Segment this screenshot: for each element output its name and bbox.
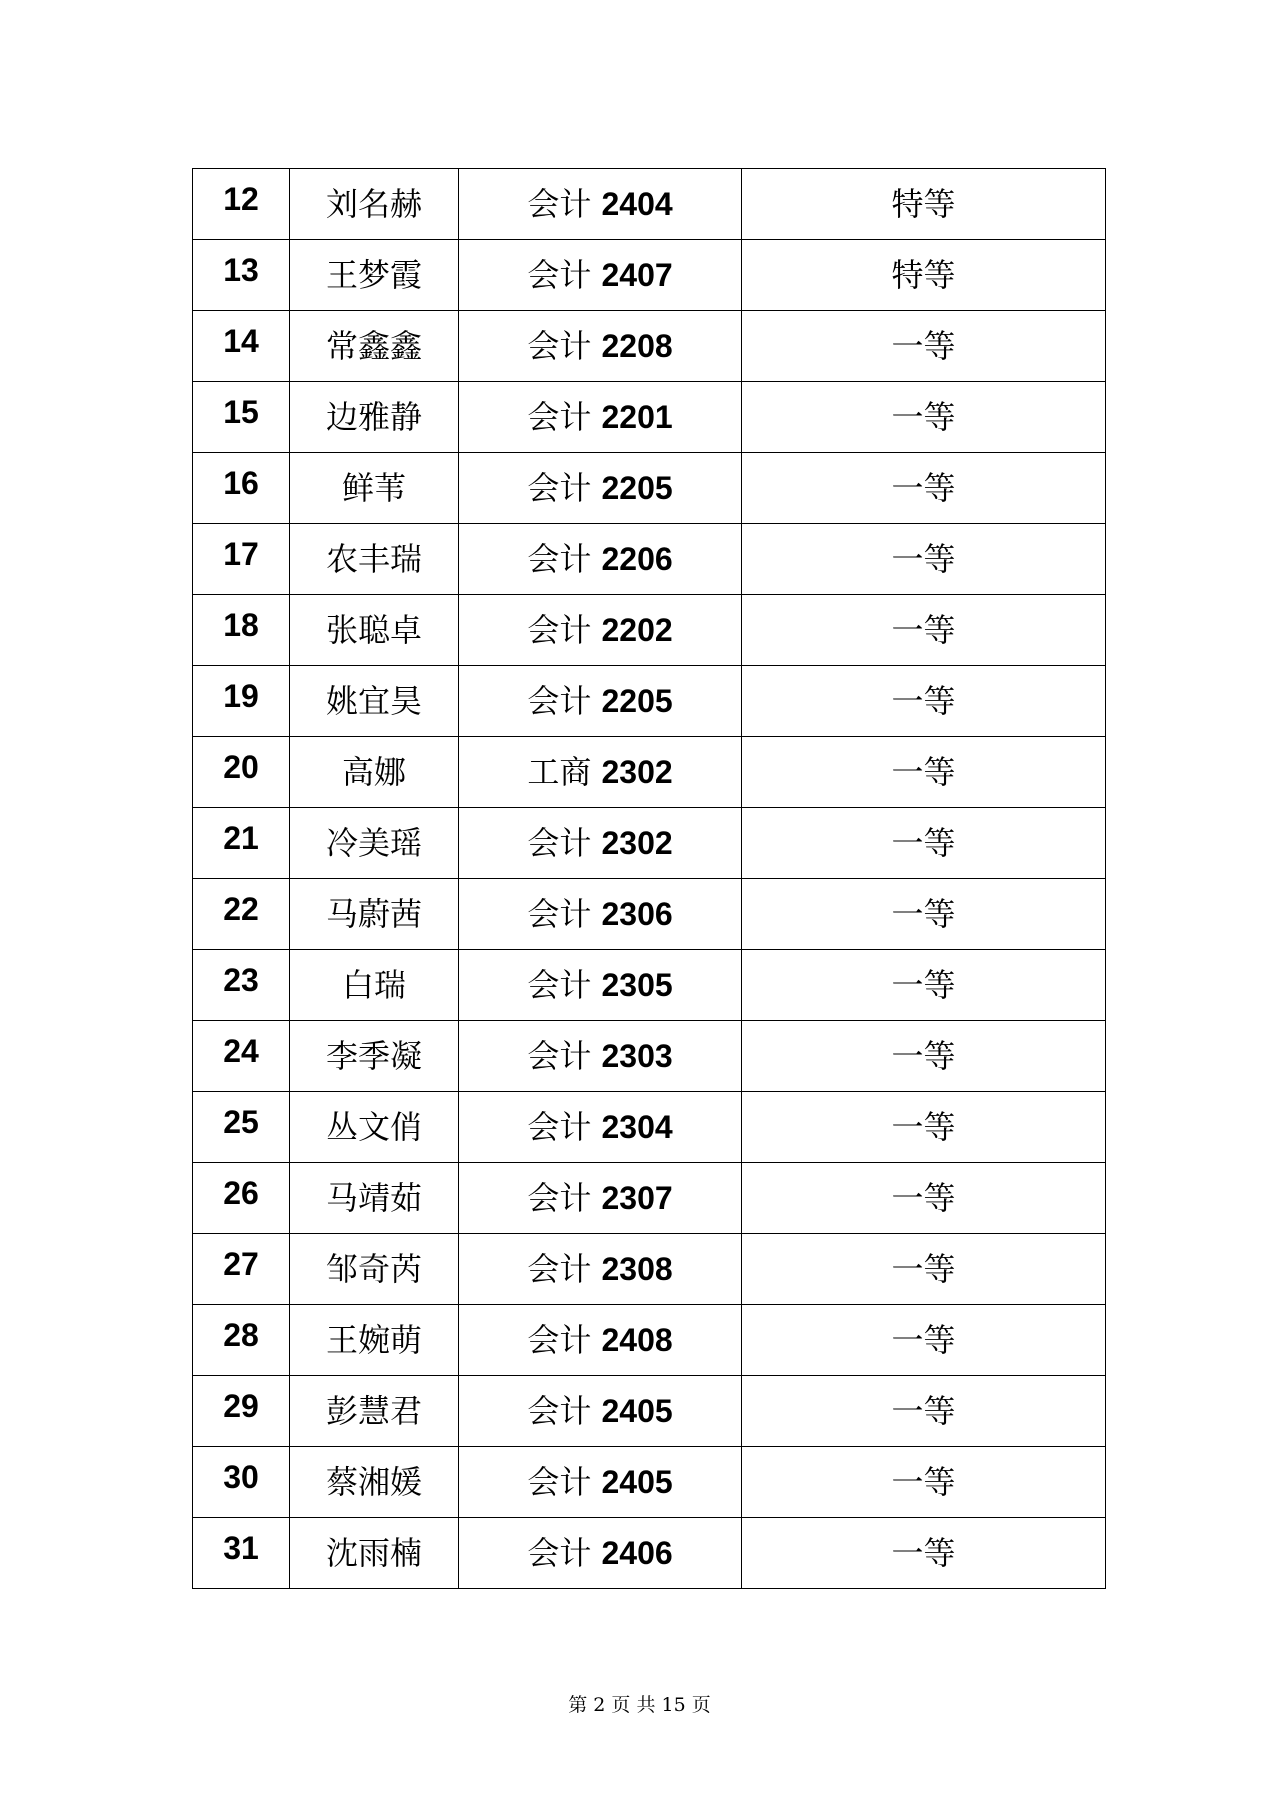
row-number-cell: 18 [193, 595, 290, 666]
award-grade-cell: 一等 [742, 1376, 1106, 1447]
award-grade-cell: 一等 [742, 879, 1106, 950]
student-name-cell: 张聪卓 [290, 595, 459, 666]
award-table [192, 168, 1106, 1589]
award-grade-cell: 特等 [742, 169, 1106, 240]
award-grade-cell: 一等 [742, 1021, 1106, 1092]
row-number-cell: 30 [193, 1447, 290, 1518]
class-cell [459, 1163, 742, 1234]
table-row [193, 1518, 1106, 1589]
class-cell [459, 1447, 742, 1518]
student-name-cell: 丛文俏 [290, 1092, 459, 1163]
award-grade-cell: 一等 [742, 1447, 1106, 1518]
student-name-cell: 边雅静 [290, 382, 459, 453]
class-cell [459, 595, 742, 666]
table-row [193, 382, 1106, 453]
class-number: 2407 [601, 257, 673, 293]
table-row [193, 1376, 1106, 1447]
class-cell [459, 1376, 742, 1447]
table-row [193, 453, 1106, 524]
class-number: 2205 [601, 683, 673, 719]
award-grade-cell: 一等 [742, 1234, 1106, 1305]
award-grade-cell: 一等 [742, 737, 1106, 808]
class-cell [459, 169, 742, 240]
table-row [193, 1447, 1106, 1518]
row-number-cell: 15 [193, 382, 290, 453]
student-name-cell: 姚宜昊 [290, 666, 459, 737]
table-row [193, 1234, 1106, 1305]
class-cell [459, 524, 742, 595]
row-number-cell: 29 [193, 1376, 290, 1447]
award-grade-cell: 一等 [742, 382, 1106, 453]
award-grade-cell: 一等 [742, 1518, 1106, 1589]
row-number-cell: 27 [193, 1234, 290, 1305]
class-prefix: 会计 [527, 398, 592, 436]
row-number-cell: 22 [193, 879, 290, 950]
student-name-cell: 王梦霞 [290, 240, 459, 311]
table-row [193, 737, 1106, 808]
class-prefix: 会计 [527, 611, 592, 649]
student-name-cell: 鲜苇 [290, 453, 459, 524]
class-number: 2202 [601, 612, 673, 648]
page-footer: 第 2 页 共 15 页 [568, 1694, 711, 1716]
student-name-cell: 沈雨楠 [290, 1518, 459, 1589]
class-prefix: 会计 [527, 1250, 592, 1288]
student-name-cell: 马靖茹 [290, 1163, 459, 1234]
table-row [193, 1305, 1106, 1376]
class-prefix: 会计 [527, 1392, 592, 1430]
class-prefix: 会计 [527, 1108, 592, 1146]
table-row [193, 808, 1106, 879]
class-prefix: 会计 [527, 895, 592, 933]
row-number-cell: 28 [193, 1305, 290, 1376]
student-name-cell: 高娜 [290, 737, 459, 808]
student-name-cell: 白瑞 [290, 950, 459, 1021]
table-row [193, 311, 1106, 382]
class-prefix: 会计 [527, 1534, 592, 1572]
student-name-cell: 彭慧君 [290, 1376, 459, 1447]
award-grade-cell: 一等 [742, 1092, 1106, 1163]
class-cell [459, 737, 742, 808]
class-prefix: 会计 [527, 469, 592, 507]
row-number-cell: 14 [193, 311, 290, 382]
class-number: 2205 [601, 470, 673, 506]
award-grade-cell: 一等 [742, 808, 1106, 879]
award-grade-cell: 一等 [742, 595, 1106, 666]
student-name-cell: 冷美瑶 [290, 808, 459, 879]
class-cell [459, 382, 742, 453]
class-number: 2208 [601, 328, 673, 364]
class-prefix: 会计 [527, 824, 592, 862]
class-number: 2302 [601, 825, 673, 861]
row-number-cell: 25 [193, 1092, 290, 1163]
class-prefix: 会计 [527, 540, 592, 578]
class-number: 2304 [601, 1109, 673, 1145]
class-prefix: 会计 [527, 1179, 592, 1217]
row-number-cell: 24 [193, 1021, 290, 1092]
row-number-cell: 19 [193, 666, 290, 737]
student-name-cell: 邹奇芮 [290, 1234, 459, 1305]
class-number: 2405 [601, 1393, 673, 1429]
class-cell [459, 808, 742, 879]
class-prefix: 会计 [527, 682, 592, 720]
row-number-cell: 23 [193, 950, 290, 1021]
class-prefix: 会计 [527, 966, 592, 1004]
class-number: 2404 [601, 186, 673, 222]
class-cell [459, 1234, 742, 1305]
row-number-cell: 26 [193, 1163, 290, 1234]
class-prefix: 会计 [527, 256, 592, 294]
class-cell [459, 1305, 742, 1376]
class-cell [459, 666, 742, 737]
student-name-cell: 王婉萌 [290, 1305, 459, 1376]
award-grade-cell: 一等 [742, 453, 1106, 524]
class-prefix: 会计 [527, 185, 592, 223]
class-prefix: 工商 [527, 753, 592, 791]
row-number-cell: 16 [193, 453, 290, 524]
class-cell [459, 240, 742, 311]
class-cell [459, 453, 742, 524]
award-grade-cell: 一等 [742, 666, 1106, 737]
class-number: 2206 [601, 541, 673, 577]
class-cell [459, 879, 742, 950]
award-grade-cell: 一等 [742, 311, 1106, 382]
table-row [193, 666, 1106, 737]
table-row [193, 524, 1106, 595]
student-name-cell: 常鑫鑫 [290, 311, 459, 382]
table-row [193, 169, 1106, 240]
class-cell [459, 1092, 742, 1163]
row-number-cell: 12 [193, 169, 290, 240]
award-grade-cell: 一等 [742, 1163, 1106, 1234]
table-row [193, 595, 1106, 666]
table-row [193, 1163, 1106, 1234]
class-cell [459, 1021, 742, 1092]
award-grade-cell: 一等 [742, 1305, 1106, 1376]
class-number: 2306 [601, 896, 673, 932]
class-number: 2305 [601, 967, 673, 1003]
award-grade-cell: 一等 [742, 950, 1106, 1021]
row-number-cell: 31 [193, 1518, 290, 1589]
class-number: 2303 [601, 1038, 673, 1074]
class-cell [459, 1518, 742, 1589]
award-table-body [193, 169, 1106, 1589]
row-number-cell: 17 [193, 524, 290, 595]
class-cell [459, 311, 742, 382]
row-number-cell: 20 [193, 737, 290, 808]
table-row [193, 950, 1106, 1021]
class-number: 2405 [601, 1464, 673, 1500]
student-name-cell: 刘名赫 [290, 169, 459, 240]
class-cell [459, 950, 742, 1021]
student-name-cell: 马蔚茜 [290, 879, 459, 950]
table-row [193, 1092, 1106, 1163]
class-number: 2408 [601, 1322, 673, 1358]
table-row [193, 1021, 1106, 1092]
student-name-cell: 农丰瑞 [290, 524, 459, 595]
row-number-cell: 21 [193, 808, 290, 879]
class-prefix: 会计 [527, 327, 592, 365]
class-number: 2201 [601, 399, 673, 435]
class-number: 2406 [601, 1535, 673, 1571]
student-name-cell: 李季凝 [290, 1021, 459, 1092]
class-number: 2308 [601, 1251, 673, 1287]
award-grade-cell: 一等 [742, 524, 1106, 595]
table-row [193, 879, 1106, 950]
row-number-cell: 13 [193, 240, 290, 311]
student-name-cell: 蔡湘媛 [290, 1447, 459, 1518]
class-prefix: 会计 [527, 1321, 592, 1359]
class-prefix: 会计 [527, 1463, 592, 1501]
award-grade-cell: 特等 [742, 240, 1106, 311]
class-number: 2307 [601, 1180, 673, 1216]
table-row [193, 240, 1106, 311]
class-prefix: 会计 [527, 1037, 592, 1075]
class-number: 2302 [601, 754, 673, 790]
